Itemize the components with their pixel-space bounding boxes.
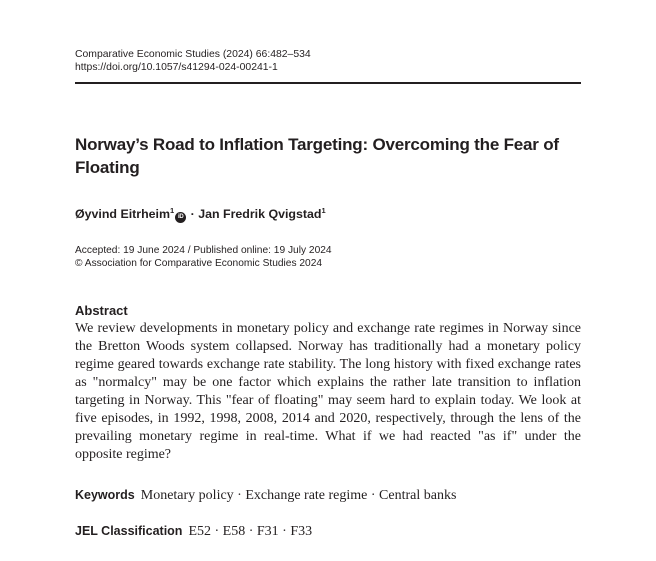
header-rule — [75, 82, 581, 84]
keywords-values: Monetary policy · Exchange rate regime · Central banks — [140, 488, 457, 503]
author-name-1: Øyvind Eitrheim — [75, 207, 171, 221]
copyright-notice: © Association for Comparative Economic Studies 2024 — [75, 258, 323, 269]
journal-citation: Comparative Economic Studies (2024) 66:482–534 — [75, 49, 311, 60]
abstract-heading: Abstract — [75, 303, 128, 318]
author-affiliation-2: 1 — [321, 206, 326, 215]
article-title: Norway’s Road to Inflation Targeting: Overcoming the Fear of Floating — [75, 135, 559, 177]
author-name-2: Jan Fredrik Qvigstad — [198, 207, 322, 221]
author-separator: · — [187, 207, 199, 221]
abstract-text: We review developments in monetary policy and exchange rate regimes in Norway since the Bretton Woods system collapsed. Norway has traditionally had a monetary policy regime geared towards exchange rate stability. The long history with fixed exchange rates as "normalcy" may be one factor which explains the rather late transition to inflation targeting in Norway. This "fear of floating" may seem hard to explain today. We look at five episodes, in 1992, 1998, 2008, 2014 and 2020, respectively, through the lens of the prevailing monetary regime in real-time. What if we had reacted "as if" under the opposite regime? — [75, 321, 581, 462]
keywords-label: Keywords — [75, 488, 135, 502]
jel-row — [75, 522, 312, 540]
author-list — [75, 203, 326, 223]
doi-link[interactable]: https://doi.org/10.1057/s41294-024-00241-1 — [75, 62, 278, 73]
orcid-icon[interactable]: iD — [175, 212, 186, 223]
jel-label: JEL Classification — [75, 524, 183, 538]
keywords-row — [75, 486, 456, 504]
author-affiliation-1: 1 — [170, 206, 175, 215]
publication-dates: Accepted: 19 June 2024 / Published online: 19 July 2024 — [75, 245, 332, 256]
jel-values: E52 · E58 · F31 · F33 — [188, 524, 313, 539]
